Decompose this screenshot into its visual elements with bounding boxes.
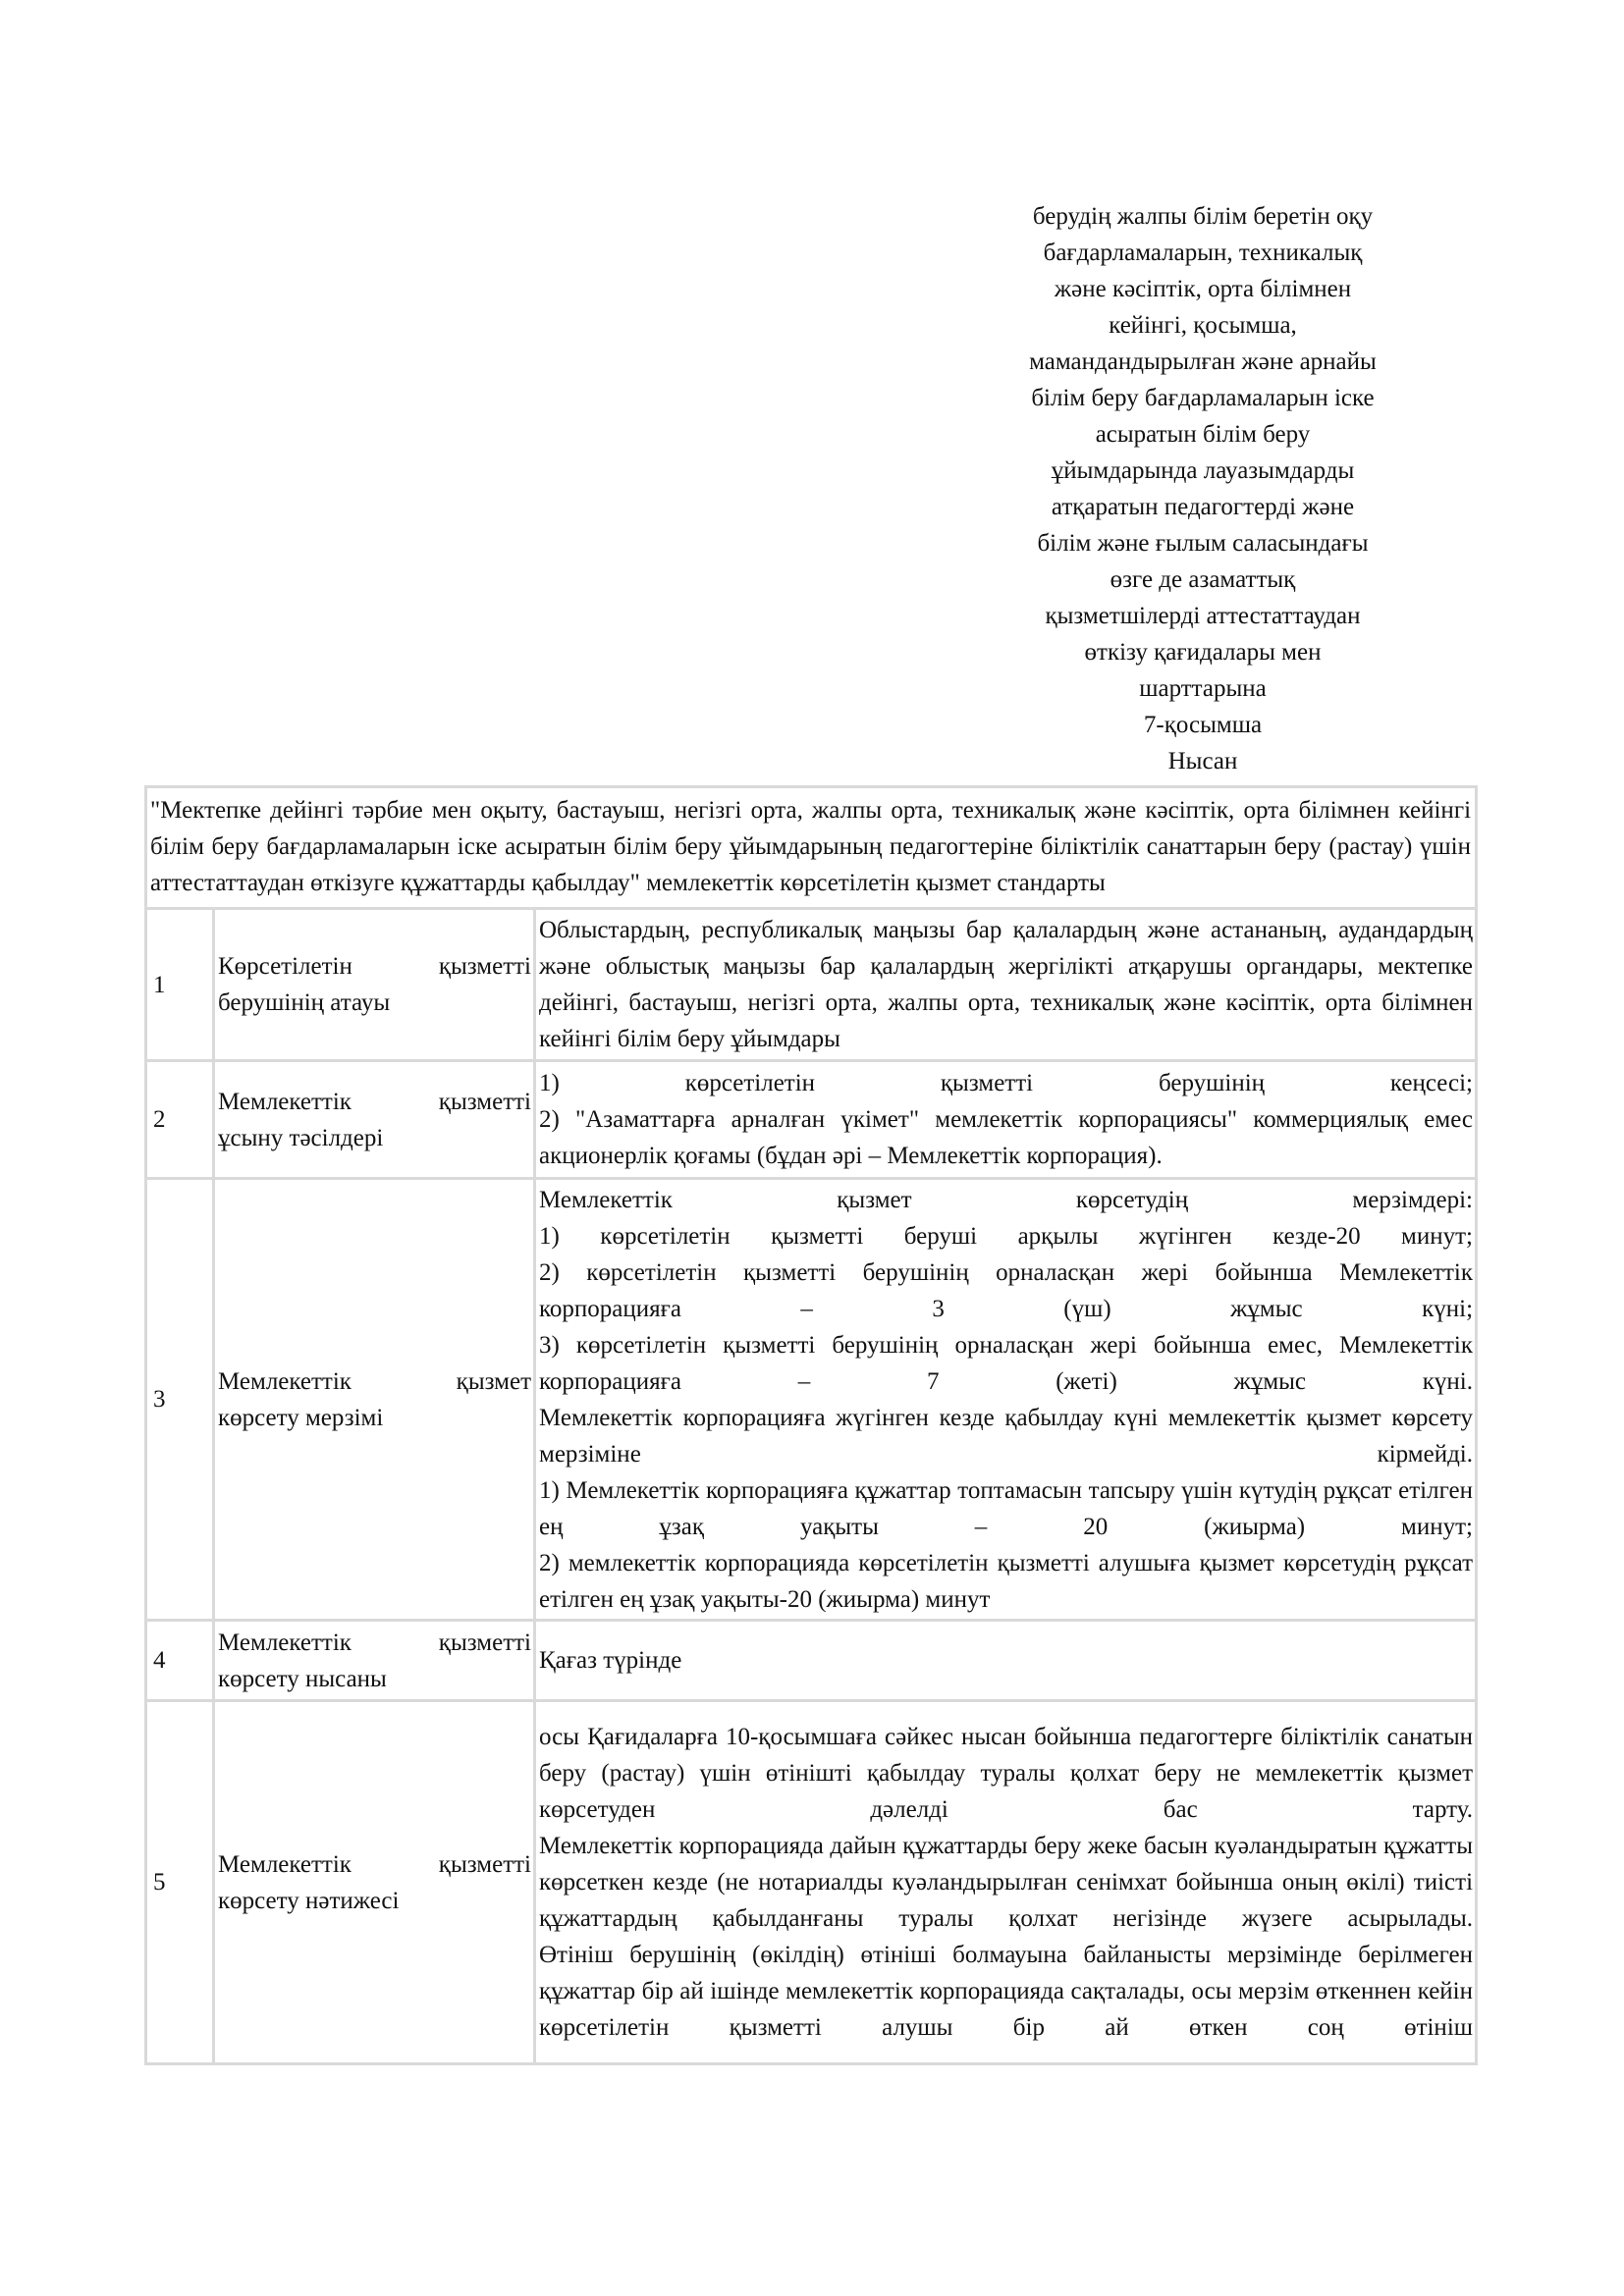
row-value [535, 909, 1477, 1061]
row-label-line: Мемлекеттік қызмет [218, 1367, 531, 1395]
annex-header [982, 198, 1424, 779]
row-label-line: ұсыну тәсілдері [218, 1124, 384, 1151]
annex-header-line: білім беру бағдарламаларын іске [1031, 385, 1375, 411]
row-value-paragraph: Мемлекеттік қызмет көрсетудің мерзімдері: [539, 1186, 1474, 1213]
annex-header-line: ұйымдарында лауазымдарды [1051, 457, 1355, 484]
table-title: "Мектепке дейінгі тәрбие мен оқыту, бастауыш, негізгі орта, жалпы орта, техникалық және кәсіптік, орта білімнен кейінгі білім беру бағдарламаларын іске асыратын білім беру ұйымдарының педагогтеріне біліктілік санаттарын беру (растау) үшін аттестаттаудан өткізуге құжаттарды қабылдау" мемлекеттік көрсетілетін қызмет стандарты [146, 787, 1477, 909]
annex-header-line: кейінгі, қосымша, [1109, 312, 1297, 339]
row-value-paragraph: 1) Мемлекеттік корпорацияға құжаттар топтамасын тапсыру үшін күтудің рұқсат етілген ең ұзақ уақыты – 20 (жиырма) минут; [539, 1476, 1474, 1540]
table-row [146, 1179, 1477, 1621]
row-value-paragraph: Мемлекеттік корпорацияға жүгінген кезде қабылдау күні мемлекеттік қызмет көрсету мерзіміне кірмейді. [539, 1404, 1474, 1468]
annex-header-line: асыратын білім беру [1095, 421, 1311, 448]
annex-header-line: бағдарламаларын, техникалық [1043, 240, 1363, 266]
row-value-paragraph: 2) "Азаматтарға арналған үкімет" мемлекеттік корпорациясы" коммерциялық емес акционерлік қоғамы (бұдан әрі – Мемлекеттік корпорация). [539, 1106, 1474, 1169]
row-label-line: көрсету нәтижесі [218, 1887, 400, 1914]
row-label-line: көрсету нысаны [218, 1665, 387, 1692]
table-row [146, 1621, 1477, 1701]
row-value-paragraph: 1) көрсетілетін қызметті беруші арқылы жүгінген кезде-20 минут; [539, 1222, 1474, 1250]
row-value [535, 1061, 1477, 1179]
annex-header-line: және кәсіптік, орта білімнен [1054, 276, 1352, 302]
row-number: 1 [146, 909, 214, 1061]
row-value-paragraph: Мемлекеттік корпорацияда дайын құжаттарды беру жеке басын куәландыратын құжатты көрсеткен кезде (не нотариалды куәландырылған сенімхат бойынша оның өкілі) тиісті құжаттардың қабылданғаны туралы қолхат негізінде жүзеге асырылады. [539, 1833, 1474, 1932]
row-label [214, 1179, 535, 1621]
annex-header-line: өткізу қағидалары мен [1084, 639, 1322, 666]
row-value-paragraph: 1) көрсетілетін қызметті берушінің кеңсесі; [539, 1070, 1474, 1096]
row-value-paragraph: Өтініш берушінің (өкілдің) өтініші болмауына байланысты мерзімінде берілмеген құжаттар бір ай ішінде мемлекеттік корпорацияда сақталады, осы мерзім өткеннен кейін көрсетілетін қызметті алушы бір ай өткен соң өтініш [539, 1942, 1474, 2041]
row-value-paragraph: 3) көрсетілетін қызметті берушінің орналасқан жері бойынша емес, Мемлекеттік корпорацияға – 7 (жеті) жұмыс күні. [539, 1331, 1474, 1395]
annex-header-line: атқаратын педагогтерді және [1051, 494, 1355, 520]
row-label [214, 1701, 535, 2064]
row-number: 3 [146, 1179, 214, 1621]
annex-header-line: шарттарына [1139, 675, 1267, 702]
row-value-paragraph: 2) мемлекеттік корпорацияда көрсетілетін қызметті алушыға қызмет көрсетудің рұқсат етілген ең ұзақ уақыты-20 (жиырма) минут [539, 1549, 1474, 1613]
table-row [146, 909, 1477, 1061]
row-value-paragraph: осы Қағидаларға 10-қосымшаға сәйкес нысан бойынша педагогтерге біліктілік санатын беру (растау) үшін өтінішті қабылдау туралы қолхат беру не мемлекеттік қызмет көрсетуден дәлелді бас тарту. [539, 1724, 1474, 1823]
form-label: Нысан [1167, 748, 1238, 774]
annex-header-line: қызметшілерді аттестаттаудан [1045, 603, 1361, 629]
table-title-row [146, 787, 1477, 909]
annex-header-line: өзге де азаматтық [1110, 566, 1296, 593]
row-label [214, 909, 535, 1061]
annex-number: 7-қосымша [1143, 712, 1263, 738]
row-label-line: Мемлекеттік қызметті [218, 1850, 531, 1878]
table-row [146, 1061, 1477, 1179]
annex-header-line: білім және ғылым саласындағы [1037, 530, 1369, 557]
row-number: 2 [146, 1061, 214, 1179]
row-label-line: Мемлекеттік қызметті [218, 1629, 531, 1656]
row-label [214, 1061, 535, 1179]
row-number: 4 [146, 1621, 214, 1701]
row-value [535, 1621, 1477, 1701]
row-label-line: көрсету мерзімі [218, 1404, 384, 1431]
row-label-line: Мемлекеттік қызметті [218, 1088, 531, 1115]
table-row [146, 1701, 1477, 2064]
row-value [535, 1179, 1477, 1621]
row-value-paragraph: Облыстардың, республикалық маңызы бар қалалардың және астананың, аудандардың және облыстық маңызы бар қалалардың жергілікті атқарушы органдары, мектепке дейінгі, бастауыш, негізгі орта, жалпы орта, техникалық және кәсіптік, орта білімнен кейінгі білім беру ұйымдары [539, 917, 1474, 1052]
annex-header-line: берудің жалпы білім беретін оқу [1032, 203, 1374, 230]
row-number: 5 [146, 1701, 214, 2064]
row-value-paragraph: 2) көрсетілетін қызметті берушінің орналасқан жері бойынша Мемлекеттік корпорацияға – 3 (үш) жұмыс күні; [539, 1258, 1474, 1322]
row-label-line: берушінің атауы [218, 989, 391, 1016]
annex-header-line: мамандандырылған және арнайы [1029, 348, 1377, 375]
row-label [214, 1621, 535, 1701]
service-standard-table [144, 785, 1478, 2065]
row-value-paragraph: Қағаз түрінде [539, 1647, 682, 1674]
row-value [535, 1701, 1477, 2064]
row-label-line: Көрсетілетін қызметті [218, 953, 531, 980]
